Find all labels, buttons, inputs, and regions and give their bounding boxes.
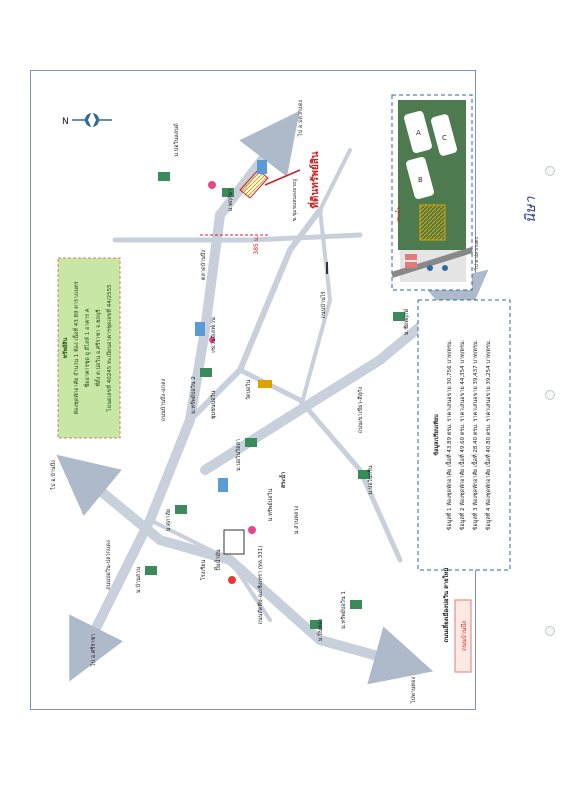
- info-box-line2: ชื่ออาคารชุด ยู ดีไลท์ 1 อาคาร A: [85, 308, 91, 388]
- inset-label-c: C: [442, 134, 447, 142]
- comparison-row-2: ข้อมูลที่ 2 ห้องชุดพักอาศัย เนื้อที่ 49.60 ตรม. ราคาเสนอขาย 44,354 บาท/ตรม.: [460, 339, 466, 531]
- temple-icon: [258, 380, 272, 388]
- inset-label-a: A: [416, 129, 421, 137]
- subject-unit-highlight: [420, 205, 445, 240]
- road-331: [150, 520, 270, 620]
- building-icon: [195, 322, 205, 336]
- village2-label: ม.ทรัพย์บ่อวิน 2: [191, 376, 197, 414]
- property-road-label: ซ.ชุมชนหนองยายบู่: [292, 178, 298, 222]
- signature-text: นิษา: [523, 196, 539, 224]
- compass-icon: [62, 111, 112, 129]
- building-icon: [218, 478, 228, 492]
- temple-label: วัดบ่อวิน: [246, 379, 252, 401]
- village9-label: ม.ทรัพย์บ่อวิน: [268, 488, 274, 522]
- info-box-title: ทรัพย์สิน: [63, 337, 69, 359]
- to-banbueng-label: ไป อ.บ้านบึง: [51, 460, 57, 490]
- village3-label: ม.บ่อวินวิลล่า: [236, 439, 242, 471]
- compass-north-label: N: [62, 117, 69, 127]
- pin-icon: [248, 526, 256, 534]
- comparison-box: [418, 300, 510, 570]
- inset-pond-label: สระน้ำ: [396, 207, 402, 222]
- village8-label: ม.ชัยพฤกษ์: [404, 308, 410, 336]
- signature: [523, 196, 539, 224]
- comparison-row-3: ข้อมูลที่ 3 ห้องชุดพักอาศัย เนื้อที่ 28.40 ตรม. ราคาเสนอขาย 39,437 บาท/ตรม.: [473, 339, 479, 531]
- info-box-line4: โฉนดเลขที่ 40245 ทะเบียนอาคารชุดเลขที่ 44/2555: [107, 284, 113, 412]
- comparison-title: ข้อมูลเปรียบเทียบ: [434, 414, 440, 456]
- comparison-row-1: ข้อมูลที่ 1 ห้องชุดพักอาศัย เนื้อที่ 43.89 ตรม. ราคาเสนอขาย 30,756 บาท/ตรม.: [447, 339, 453, 531]
- market-icon: [326, 262, 328, 274]
- village6-label: ม.ทรัพย์บ่อวิน 1: [341, 591, 347, 629]
- village4-label: ม.ศุภาลัย: [166, 508, 172, 532]
- property-info-box: [58, 258, 120, 438]
- inset-direction-label: ไป อ.ปลวกแดง: [474, 237, 480, 270]
- village1-label: ม.บ่อวินแลนด์: [174, 123, 180, 157]
- to-sriracha-label: ไป อ.ศรีราชา: [91, 633, 97, 667]
- gas-station-label: ปั๊มน้ำมัน: [216, 549, 222, 571]
- road-small-label: ถนนบ้านไร่: [321, 291, 327, 319]
- road-small: [300, 150, 350, 410]
- village11-label: ม.ปิ่นทอง: [318, 618, 324, 642]
- pin-icon: [208, 181, 216, 189]
- road-331-label: ถนนสัตหีบ-ฉะเชิงเทรา (ทล.331): [258, 545, 264, 625]
- comparison-row-4: ข้อมูลที่ 4 ห้องชุดพักอาศัย เนื้อที่ 40.80 ตรม. ราคาเสนอขาย 39,254 บาท/ตรม.: [486, 339, 492, 531]
- village12-label: ม.พฤกษา: [228, 188, 234, 212]
- road-bangna-label: ถนนบ้านบึง-แกลง: [161, 378, 167, 422]
- bottom-tag-label: ถนนบ้านบึง: [461, 621, 468, 651]
- village7-label: ม.บ่อวินกรีน: [368, 465, 374, 495]
- school-label: โรงเรียน: [201, 559, 207, 581]
- info-box-line3: ที่ตั้ง ต.บ่อวิน อ.ศรีราชา จ.ชลบุรี: [96, 309, 102, 387]
- bottom-road-tag: [441, 568, 471, 672]
- pond-label: สระน้ำ: [281, 471, 287, 489]
- info-box-line1: ห้องชุดพักอาศัย จำนวน 1 ห้อง เนื้อที่ 43.89 ตารางเมตร: [74, 281, 80, 415]
- gas-station-icon: [228, 576, 236, 584]
- landmark-icons: [145, 160, 405, 629]
- village5-label: ม.บ้านสวน: [136, 567, 142, 593]
- market-label: ตลาดบ้านบึง: [201, 249, 207, 281]
- bottom-road-label: ถนนเลี่ยงเมืองบ่อวิน สายใหม่: [443, 567, 450, 643]
- village10-label: ม.สวนหลวง: [294, 505, 300, 535]
- to-pluakdaeng-label: ไป อ.ปลวกแดง: [298, 99, 304, 137]
- inset-label-b: B: [418, 176, 423, 184]
- road-bowin-label: ถนนบ่อวิน-ปลวกแดง: [106, 540, 112, 590]
- distance-label: 385 ม.: [253, 235, 260, 255]
- building-icon: [257, 160, 267, 174]
- site-plan-inset: [392, 95, 480, 290]
- property-label: ที่ดินทรัพย์สิน: [310, 151, 321, 209]
- store1-label: เซเว่นอีเลฟเว่น: [211, 317, 217, 353]
- to-phanthong-label: ไปพานทอง: [411, 676, 417, 704]
- bowin-ward-label: ชุมชนบ่อวิน: [211, 390, 217, 420]
- school-icon: [224, 530, 244, 554]
- road-khaokhiao-label: ถนนเขาเขียว-สีสุกัง: [358, 386, 364, 434]
